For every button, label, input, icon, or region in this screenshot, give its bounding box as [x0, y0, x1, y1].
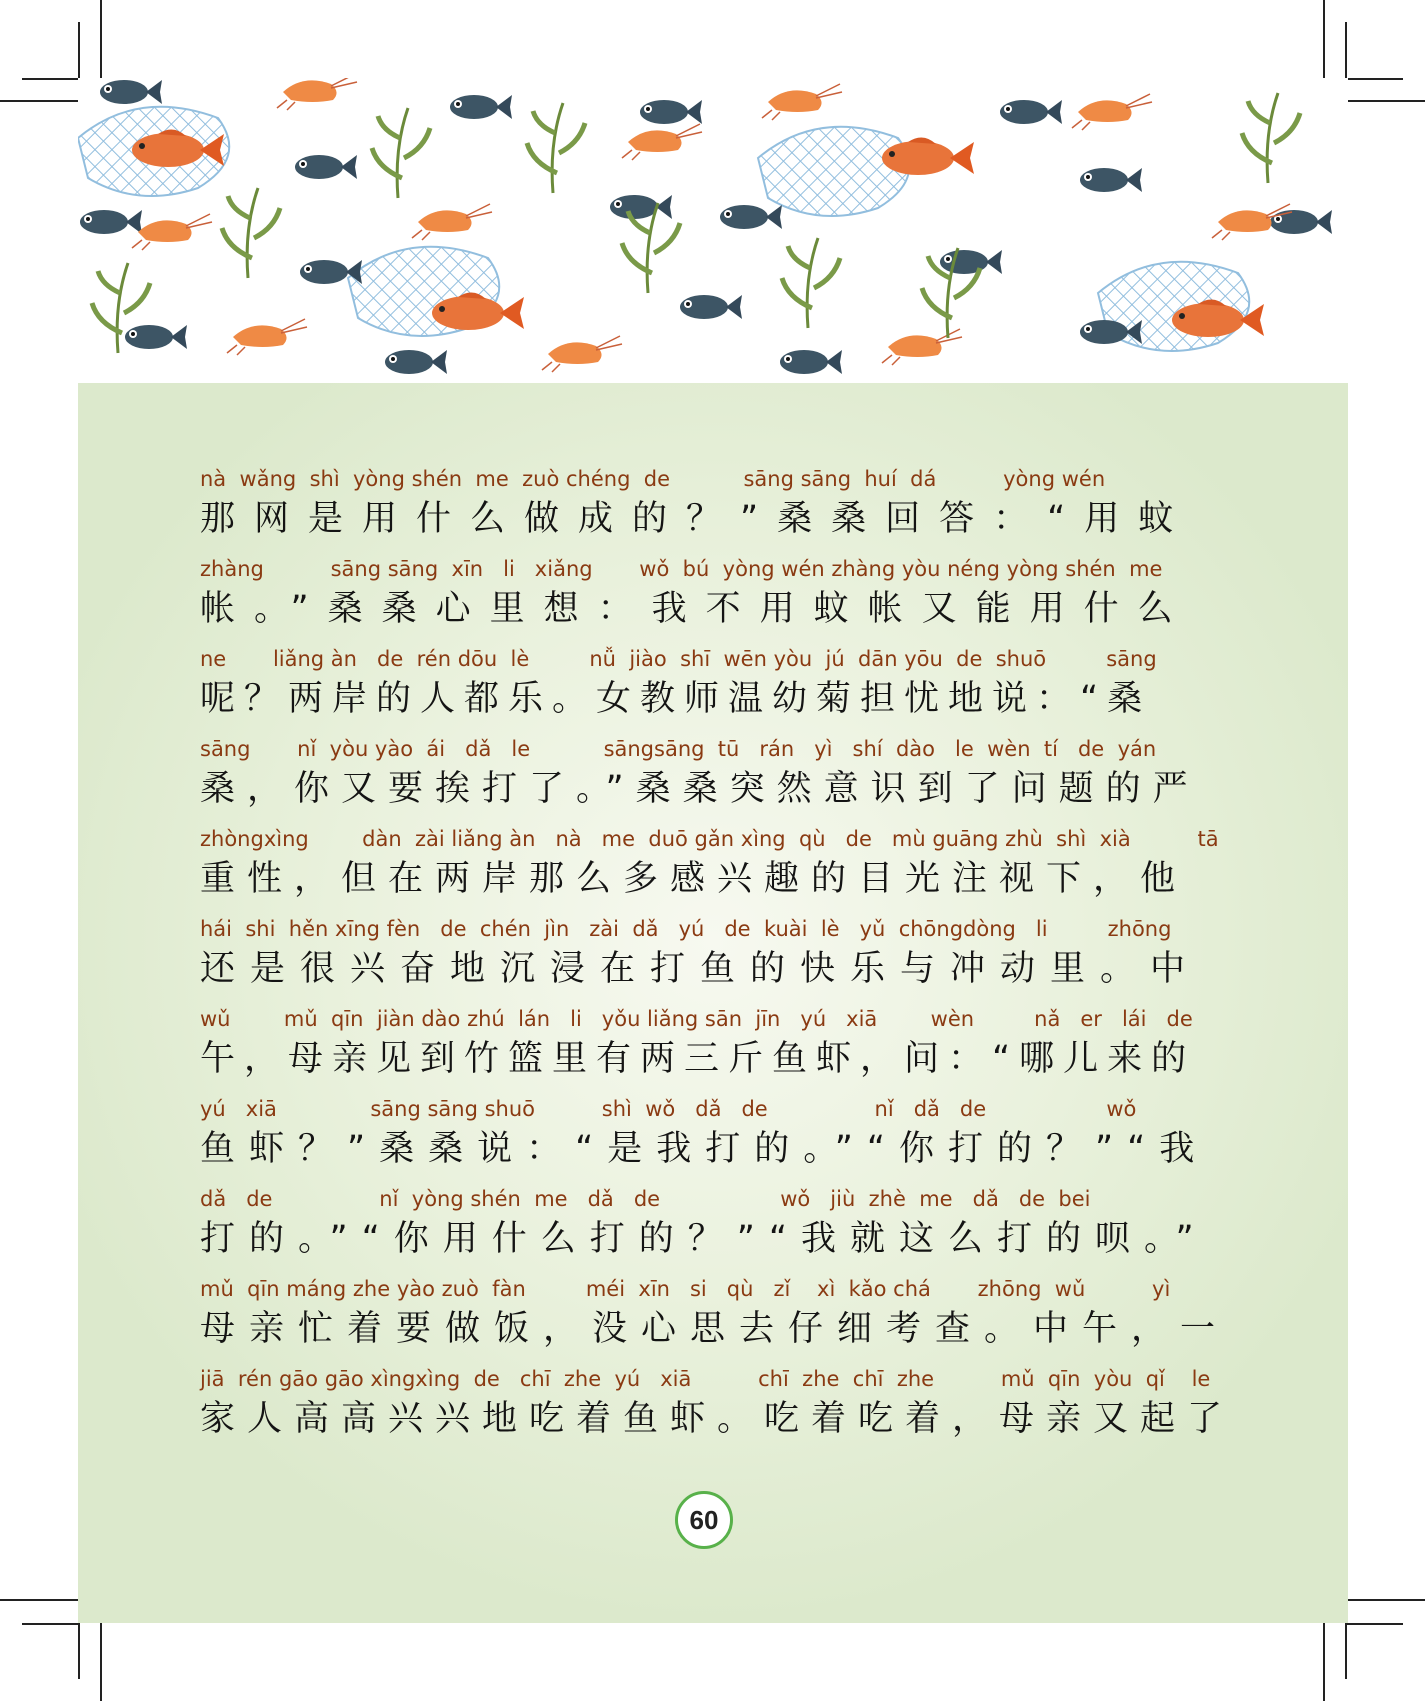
pinyin-line: sāng nǐ yòu yào ái dǎ le sāngsāng tū rán yì shí dào le wèn tí de yán [200, 737, 1157, 761]
text-line [200, 1364, 1235, 1454]
blue-fish-icon [450, 95, 512, 119]
hanzi-line: 午，母亲见到竹篮里有两三斤鱼虾，问：“哪儿来的 [200, 1039, 1196, 1079]
reed-grass-icon [782, 238, 840, 328]
fish-net-icon [758, 127, 909, 216]
blue-fish-icon [1080, 168, 1142, 192]
shrimp-icon [227, 319, 307, 355]
blue-fish-icon [125, 325, 187, 349]
shrimp-icon [882, 329, 962, 365]
pinyin-line: zhàng sāng sāng xīn li xiǎng wǒ bú yòng wén zhàng yòu néng yòng shén me [200, 557, 1163, 581]
text-line [200, 734, 1205, 824]
page-number: 60 [675, 1491, 733, 1549]
story-text [200, 464, 1235, 1454]
pinyin-line: jiā rén gāo gāo xìngxìng de chī zhe yú xiā chī zhe chī zhe mǔ qīn yòu qǐ le [200, 1367, 1211, 1391]
text-line [200, 1274, 1230, 1364]
hanzi-line: 呢？两岸的人都乐。女教师温幼菊担忧地说：“桑 [200, 679, 1152, 719]
pinyin-line: zhòngxìng dàn zài liǎng àn nà me duō gǎn xìng qù de mù guāng zhù shì xià tā [200, 827, 1219, 851]
blue-fish-icon [1000, 100, 1062, 124]
blue-fish-icon [640, 100, 702, 124]
blue-fish-icon [720, 205, 782, 229]
reed-grass-icon [222, 188, 280, 278]
crop-mark-bottom-right-h2 [1347, 1623, 1403, 1625]
crop-mark-top-right-v2 [1345, 22, 1347, 78]
text-line [200, 644, 1205, 734]
hanzi-line: 家人高高兴兴地吃着鱼虾。吃着吃着，母亲又起了 [200, 1399, 1235, 1439]
shrimp-icon [622, 124, 702, 160]
blue-fish-icon [1270, 210, 1332, 234]
banner-illustration [78, 78, 1348, 383]
pinyin-line: dǎ de nǐ yòng shén me dǎ de wǒ jiù zhè me dǎ de bei [200, 1187, 1091, 1211]
blue-fish-icon [940, 250, 1002, 274]
hanzi-line: 母亲忙着要做饭，没心思去仔细考查。中午，一 [200, 1309, 1230, 1349]
pinyin-line: nà wǎng shì yòng shén me zuò chéng de sāng sāng huí dá yòng wén [200, 467, 1106, 491]
reed-grass-icon [372, 108, 430, 198]
text-line [200, 554, 1205, 644]
blue-fish-icon [385, 350, 447, 374]
decorative-banner [78, 78, 1348, 383]
shrimp-icon [412, 204, 492, 240]
text-line [200, 1184, 1208, 1274]
text-line [200, 824, 1219, 914]
crop-mark-top-left-h2 [22, 78, 78, 80]
shrimp-icon [542, 336, 622, 372]
blue-fish-icon [295, 155, 357, 179]
blue-fish-icon [80, 210, 142, 234]
pinyin-line: wǔ mǔ qīn jiàn dào zhú lán li yǒu liǎng sān jīn yú xiā wèn nǎ er lái de [200, 1007, 1193, 1031]
crop-mark-top-right-h2 [1347, 78, 1403, 80]
crop-mark-bottom-left-h2 [22, 1623, 78, 1625]
hanzi-line: 那网是用什么做成的？”桑桑回答：“用蚊 [200, 499, 1193, 539]
hanzi-line: 重性，但在两岸那么多感兴趣的目光注视下，他 [200, 859, 1188, 899]
pinyin-line: mǔ qīn máng zhe yào zuò fàn méi xīn si qù zǐ xì kǎo chá zhōng wǔ yì [200, 1277, 1171, 1301]
reed-grass-icon [527, 103, 585, 193]
hanzi-line: 桑，你又要挨打了。”桑桑突然意识到了问题的严 [200, 769, 1200, 809]
pinyin-line: ne liǎng àn de rén dōu lè nǚ jiào shī wēn yòu jú dān yōu de shuō sāng [200, 647, 1157, 671]
text-line [200, 464, 1205, 554]
pinyin-line: yú xiā sāng sāng shuō shì wǒ dǎ de nǐ dǎ de wǒ [200, 1097, 1137, 1121]
hanzi-line: 帐。”桑桑心里想：我不用蚊帐又能用什么 [200, 589, 1192, 629]
shrimp-icon [132, 214, 212, 250]
shrimp-icon [1072, 94, 1152, 130]
crop-mark-bottom-left-v2 [78, 1623, 80, 1679]
shrimp-icon [762, 84, 842, 120]
hanzi-line: 还是很兴奋地沉浸在打鱼的快乐与冲动里。中 [200, 949, 1201, 989]
hanzi-line: 打的。”“你用什么打的？”“我就这么打的呗。” [200, 1219, 1208, 1259]
crop-mark-top-left-v2 [78, 22, 80, 78]
pinyin-line: hái shi hěn xīng fèn de chén jìn zài dǎ yú de kuài lè yǔ chōngdòng li zhōng [200, 917, 1172, 941]
blue-fish-icon [610, 195, 672, 219]
blue-fish-icon [780, 350, 842, 374]
blue-fish-icon [680, 295, 742, 319]
text-line [200, 1004, 1205, 1094]
text-line [200, 914, 1205, 1004]
reed-grass-icon [1242, 93, 1300, 183]
blue-fish-icon [100, 80, 162, 104]
hanzi-line: 鱼虾？”桑桑说：“是我打的。”“你打的？”“我 [200, 1129, 1209, 1169]
crop-mark-bottom-right-v2 [1345, 1623, 1347, 1679]
text-line [200, 1094, 1209, 1184]
shrimp-icon [277, 78, 357, 110]
